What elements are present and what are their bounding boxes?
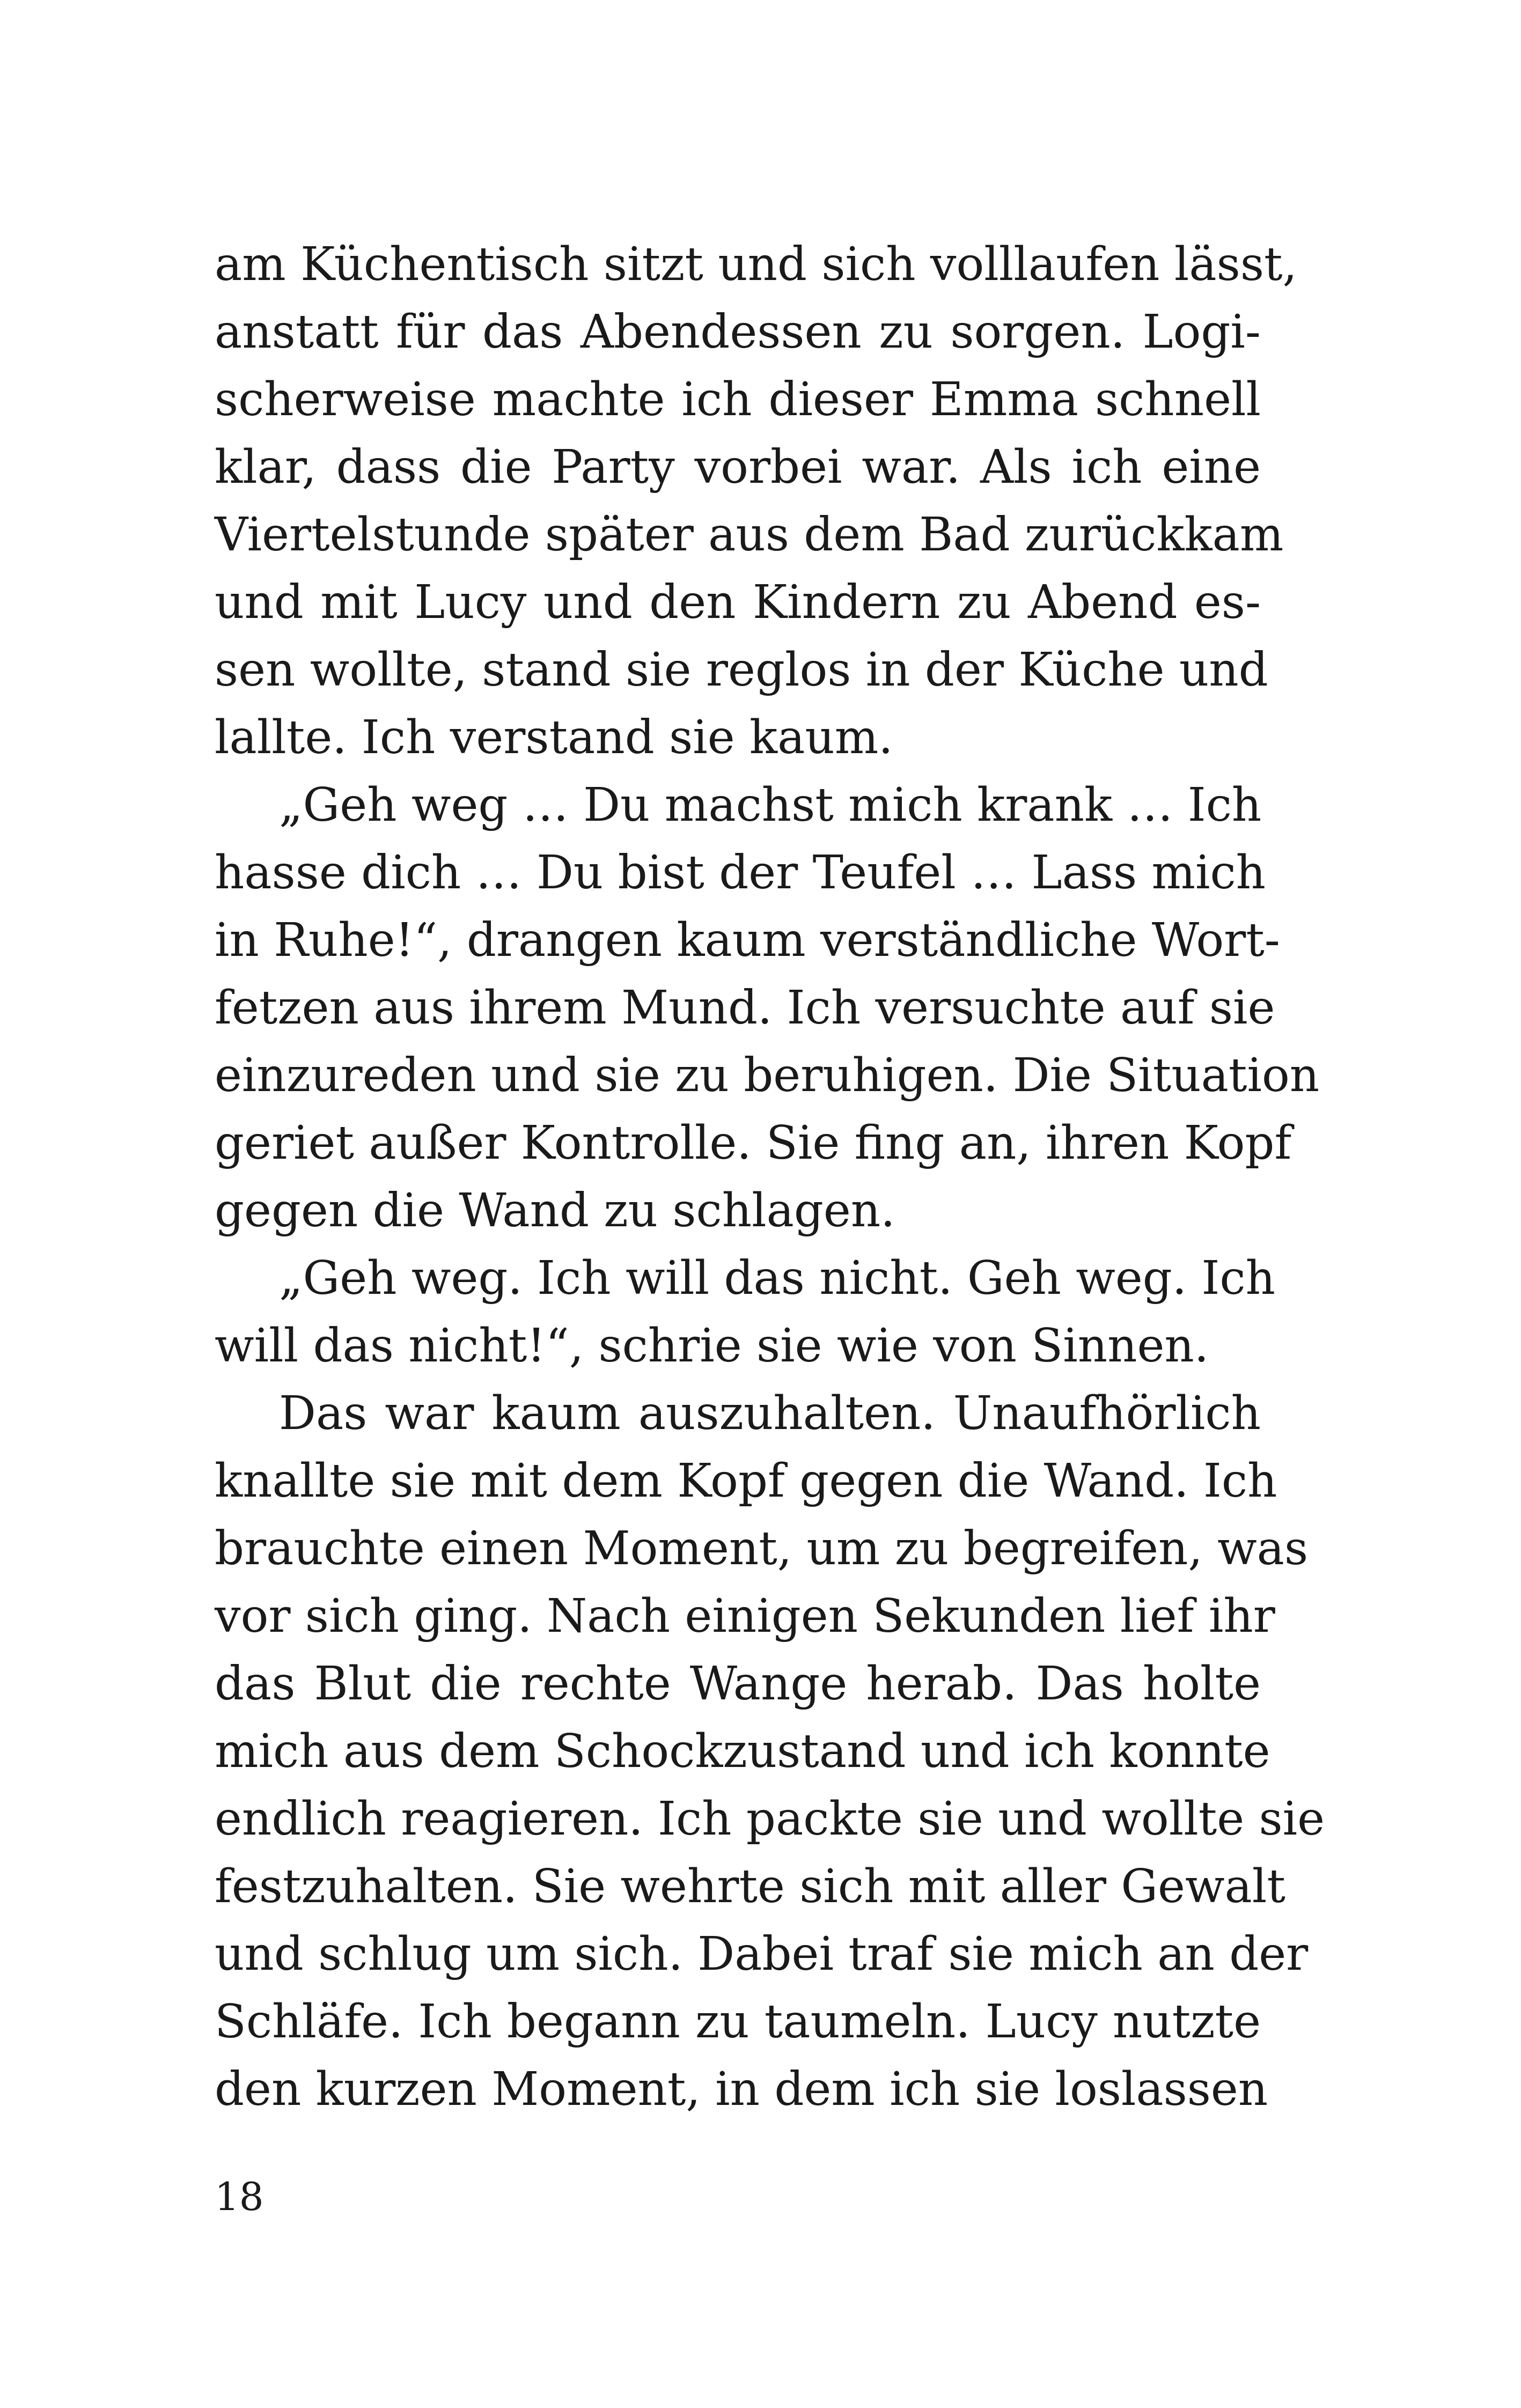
text-line: Das war kaum auszuhalten. Unaufhörlich	[279, 1387, 1261, 1440]
text-line: das Blut die rechte Wange herab. Das holte	[215, 1657, 1261, 1711]
text-line: in Ruhe!“, drangen kaum verständliche Wort-	[215, 914, 1280, 967]
text-line: brauchte einen Moment, um zu begreifen, was	[215, 1522, 1309, 1575]
text-line: mich aus dem Schockzustand und ich konnte	[215, 1725, 1270, 1778]
text-line: Schläfe. Ich begann zu taumeln. Lucy nutzte	[215, 1995, 1261, 2049]
text-line: hasse dich … Du bist der Teufel … Lass mich	[215, 846, 1266, 900]
text-line: „Geh weg. Ich will das nicht. Geh weg. Ich	[279, 1251, 1275, 1305]
text-line: Viertelstunde später aus dem Bad zurückkam	[215, 508, 1284, 562]
text-line: fetzen aus ihrem Mund. Ich versuchte auf sie	[215, 981, 1275, 1035]
text-line: einzureden und sie zu beruhigen. Die Situation	[215, 1049, 1320, 1102]
text-line: anstatt für das Abendessen zu sorgen. Logi-	[215, 305, 1261, 359]
text-line: klar, dass die Party vorbei war. Als ich eine	[215, 440, 1261, 494]
text-line: gegen die Wand zu schlagen.	[215, 1184, 895, 1238]
text-line: „Geh weg … Du machst mich krank … Ich	[279, 778, 1262, 832]
text-line: festzuhalten. Sie wehrte sich mit aller Gewalt	[215, 1860, 1285, 1913]
text-line: und mit Lucy und den Kindern zu Abend es-	[215, 576, 1261, 629]
page-number: 18	[215, 2174, 264, 2219]
text-line: sen wollte, stand sie reglos in der Küche und	[215, 643, 1268, 697]
text-line: am Küchentisch sitzt und sich volllaufen lässt,	[215, 238, 1297, 291]
body-text	[215, 231, 1325, 2123]
text-line: will das nicht!“, schrie sie wie von Sinnen.	[215, 1319, 1209, 1373]
text-line: den kurzen Moment, in dem ich sie loslassen	[215, 2063, 1268, 2116]
text-line: lallte. Ich verstand sie kaum.	[215, 711, 893, 764]
text-line: knallte sie mit dem Kopf gegen die Wand. Ich	[215, 1454, 1277, 1508]
text-line: und schlug um sich. Dabei traf sie mich an der	[215, 1927, 1309, 1981]
text-line: geriet außer Kontrolle. Sie fing an, ihren Kopf	[215, 1116, 1292, 1170]
text-line: vor sich ging. Nach einigen Sekunden lief ihr	[215, 1589, 1275, 1643]
text-line: scherweise machte ich dieser Emma schnell	[215, 373, 1261, 426]
text-line: endlich reagieren. Ich packte sie und wollte sie	[215, 1792, 1325, 1846]
